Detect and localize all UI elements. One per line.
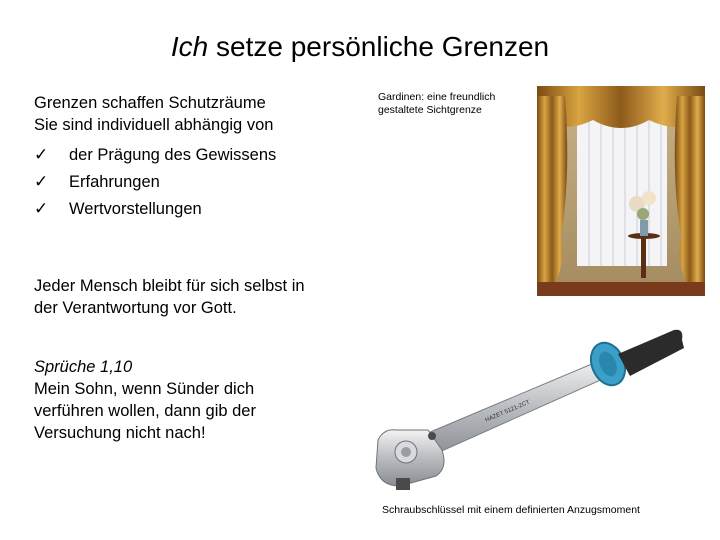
check-item-label: der Prägung des Gewissens bbox=[69, 146, 277, 164]
title-emphasis: Ich bbox=[170, 31, 209, 62]
check-item bbox=[34, 144, 276, 166]
check-item-label: Wertvorstellungen bbox=[69, 200, 202, 218]
quote-line-1: Mein Sohn, wenn Sünder dich bbox=[34, 380, 255, 398]
responsibility-line-1: Jeder Mensch bleibt für sich selbst in bbox=[34, 277, 305, 295]
quote-reference: Sprüche 1,10 bbox=[34, 358, 133, 376]
quote-line-2: verführen wollen, dann gib der bbox=[34, 402, 256, 420]
check-item-label: Erfahrungen bbox=[69, 173, 160, 191]
curtain-caption bbox=[378, 91, 495, 117]
quote-line-3: Versuchung nicht nach! bbox=[34, 424, 206, 442]
checkmark-icon: ✓ bbox=[34, 145, 49, 164]
intro-line-1: Grenzen schaffen Schutzräume bbox=[34, 94, 266, 112]
curtain-caption-line-2: gestaltete Sichtgrenze bbox=[378, 104, 482, 116]
svg-text:HAZET 5121-2CT: HAZET 5121-2CT bbox=[484, 399, 531, 424]
intro-text bbox=[34, 92, 273, 136]
title-rest: setze persönliche Grenzen bbox=[208, 31, 550, 62]
torque-wrench-image bbox=[356, 318, 686, 498]
checkmark-icon: ✓ bbox=[34, 199, 49, 218]
check-item bbox=[34, 171, 160, 193]
bible-quote bbox=[34, 356, 256, 444]
wrench-caption: Schraubschlüssel mit einem definierten Anzugsmoment bbox=[382, 504, 640, 516]
responsibility-text bbox=[34, 275, 305, 319]
responsibility-line-2: der Verantwortung vor Gott. bbox=[34, 299, 237, 317]
checkmark-icon: ✓ bbox=[34, 172, 49, 191]
intro-line-2: Sie sind individuell abhängig von bbox=[34, 116, 274, 134]
curtain-image bbox=[537, 86, 705, 296]
check-item bbox=[34, 198, 202, 220]
slide-title bbox=[0, 30, 720, 64]
curtain-caption-line-1: Gardinen: eine freundlich bbox=[378, 91, 496, 103]
